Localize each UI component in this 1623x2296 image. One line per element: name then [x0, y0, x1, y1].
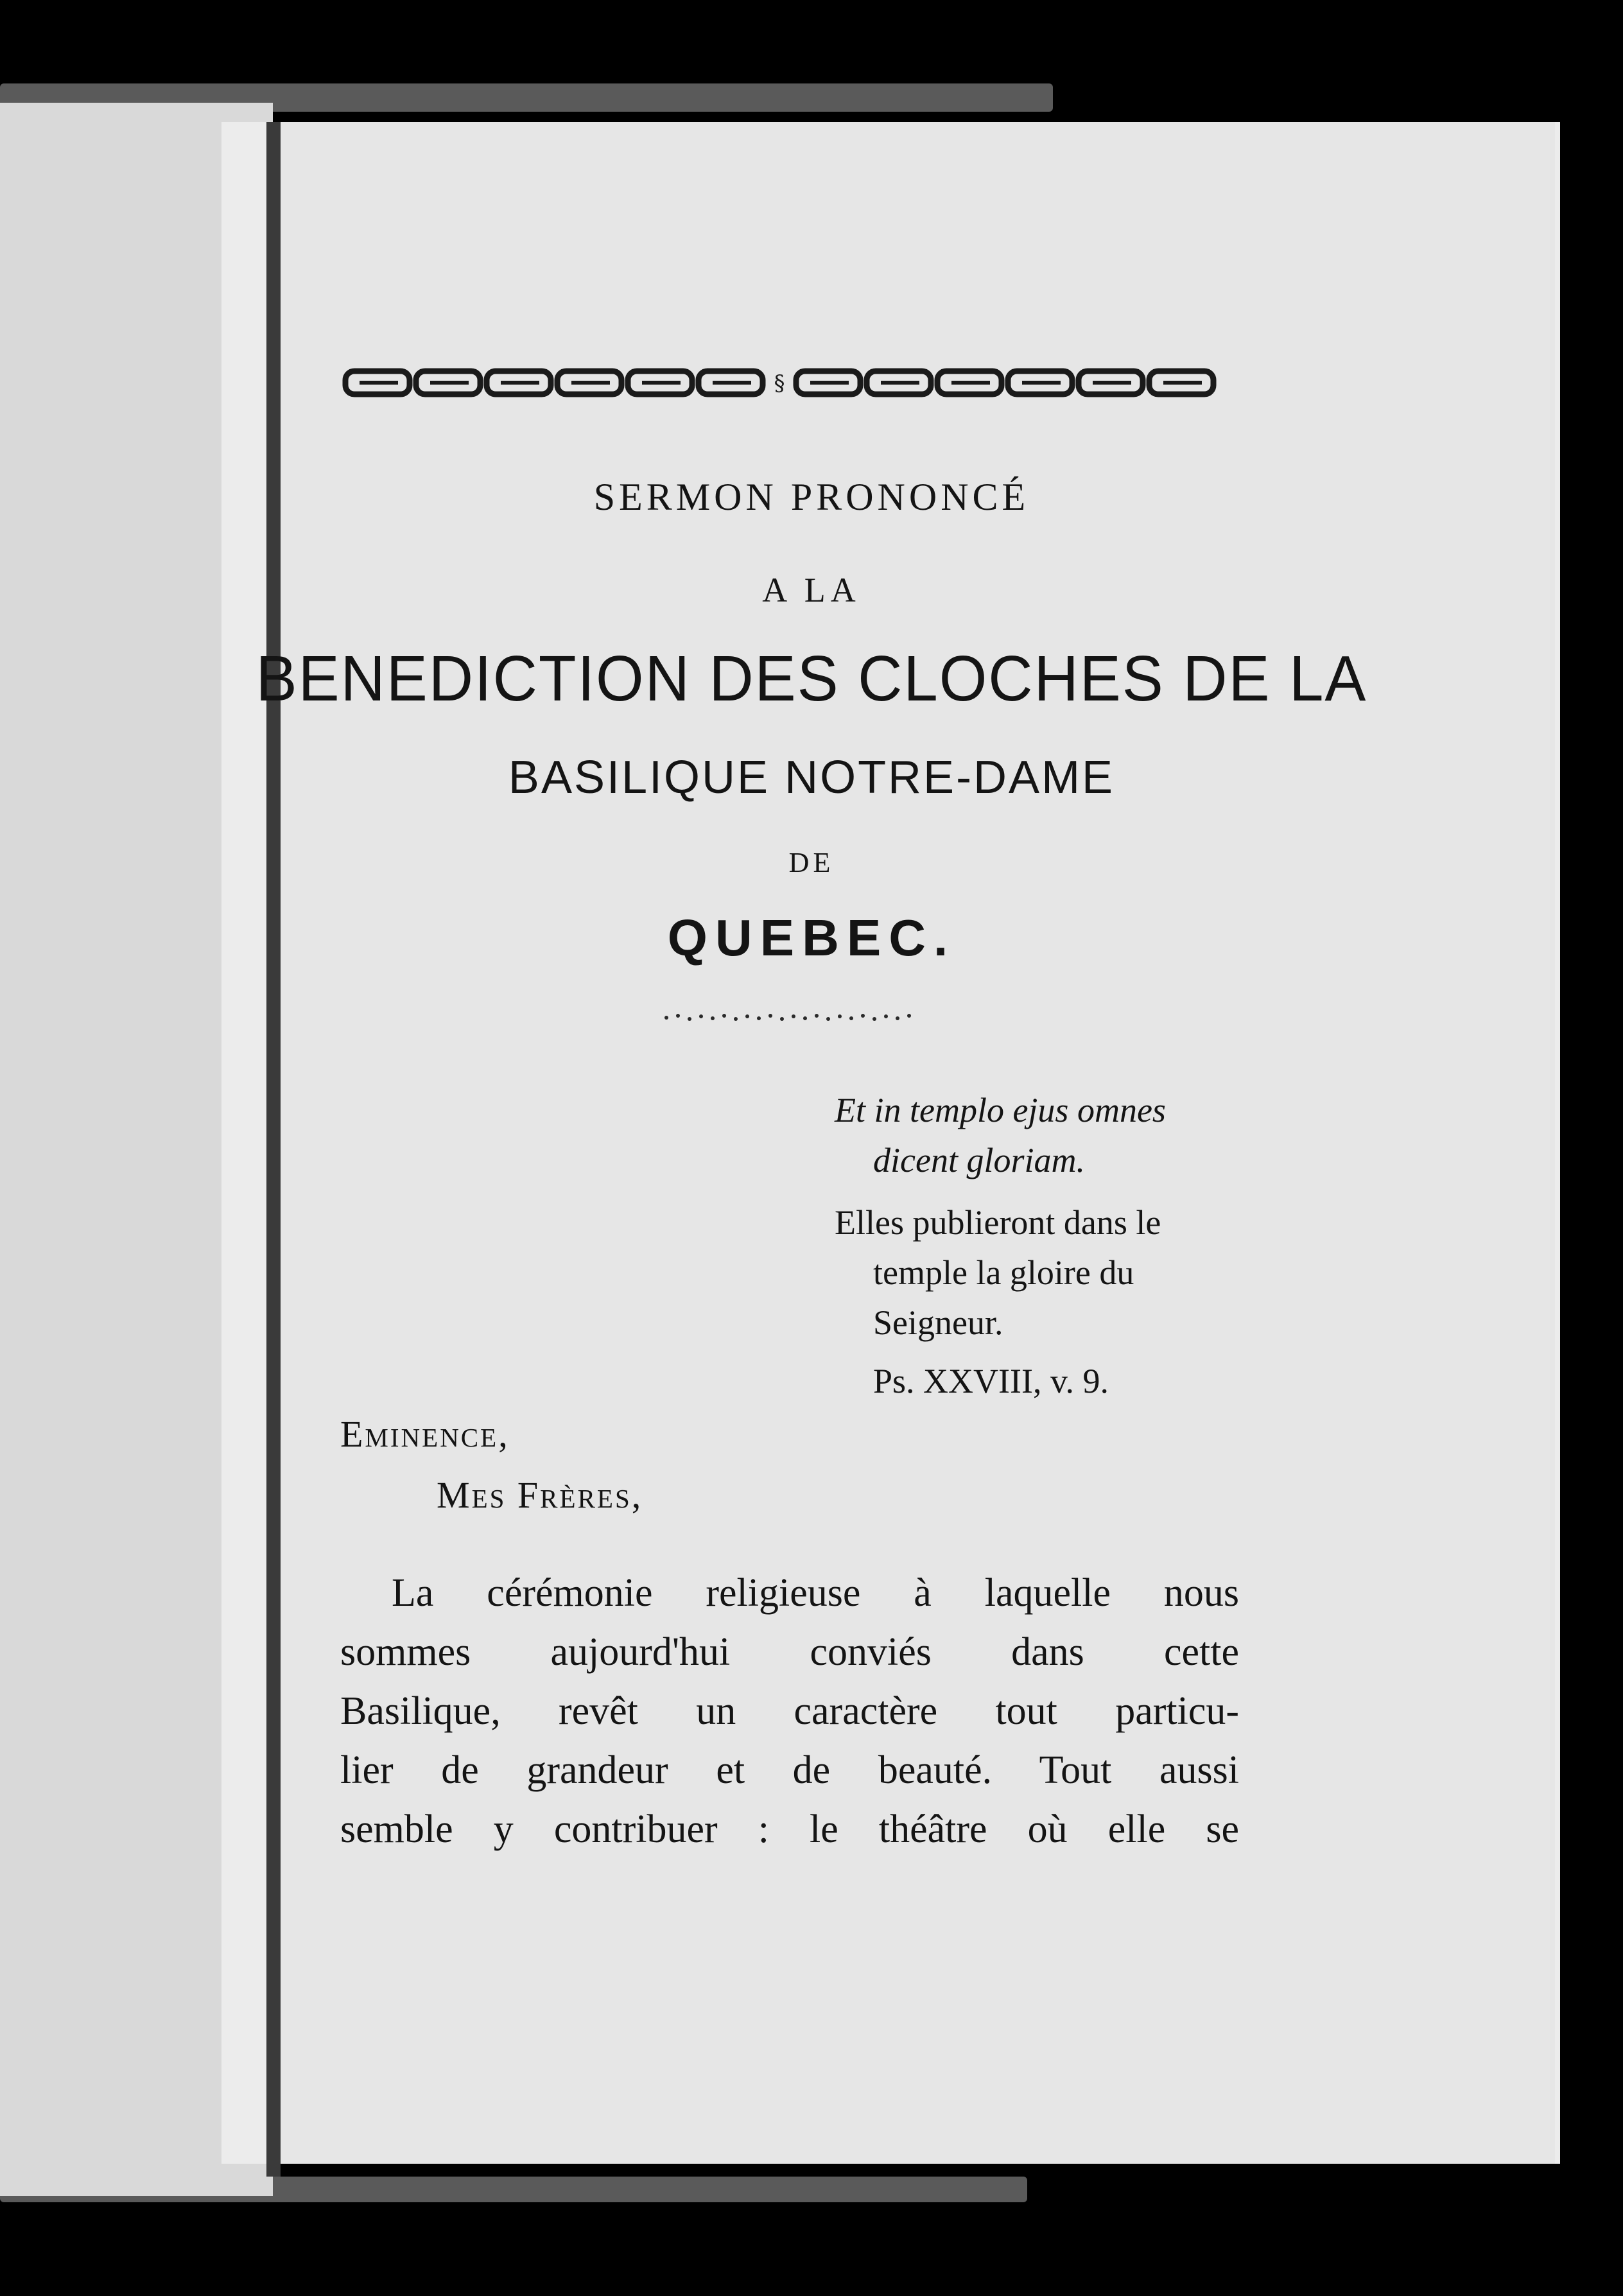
- basilica-title: BASILIQUE NOTRE-DAME: [508, 752, 1115, 803]
- epigraph-french-line: Seigneur.: [873, 1303, 1003, 1342]
- sermon-title: SERMON PRONONCÉ: [593, 476, 1030, 518]
- chain-ornament-icon: [340, 365, 1233, 401]
- epigraph-french-line: temple la gloire du: [873, 1253, 1134, 1292]
- sermon-body: [340, 1563, 1239, 1859]
- city-title: QUEBEC.: [667, 909, 956, 966]
- epigraph-latin: [835, 1085, 1245, 1185]
- title-preposition-de: DE: [788, 847, 835, 878]
- dotted-rule-ornament-icon: [661, 1008, 918, 1027]
- epigraph-latin-line: dicent gloriam.: [873, 1141, 1085, 1179]
- svg-text:§: §: [774, 370, 785, 396]
- body-line: sommes aujourd'hui conviés dans cette: [340, 1630, 1239, 1674]
- epigraph-french: [835, 1197, 1245, 1348]
- body-line: Basilique, revêt un caractère tout particu-: [340, 1689, 1239, 1733]
- body-line: lier de grandeur et de beauté. Tout aussi: [340, 1748, 1239, 1792]
- psalm-reference: Ps. XXVIII, v. 9.: [873, 1362, 1109, 1400]
- epigraph-reference: [835, 1356, 1245, 1406]
- title-preposition: A LA: [762, 571, 861, 609]
- epigraph-latin-line: Et in templo ejus omnes: [835, 1091, 1166, 1129]
- body-line: La cérémonie religieuse à laquelle nous: [392, 1571, 1239, 1615]
- body-line: semble y contribuer : le théâtre où elle se: [340, 1807, 1239, 1851]
- salutation-eminence: Eminence,: [340, 1413, 510, 1455]
- epigraph-french-line: Elles publieront dans le: [835, 1203, 1161, 1242]
- salutation-brothers: Mes Frères,: [437, 1474, 643, 1516]
- main-title: BENEDICTION DES CLOCHES DE LA: [256, 643, 1367, 715]
